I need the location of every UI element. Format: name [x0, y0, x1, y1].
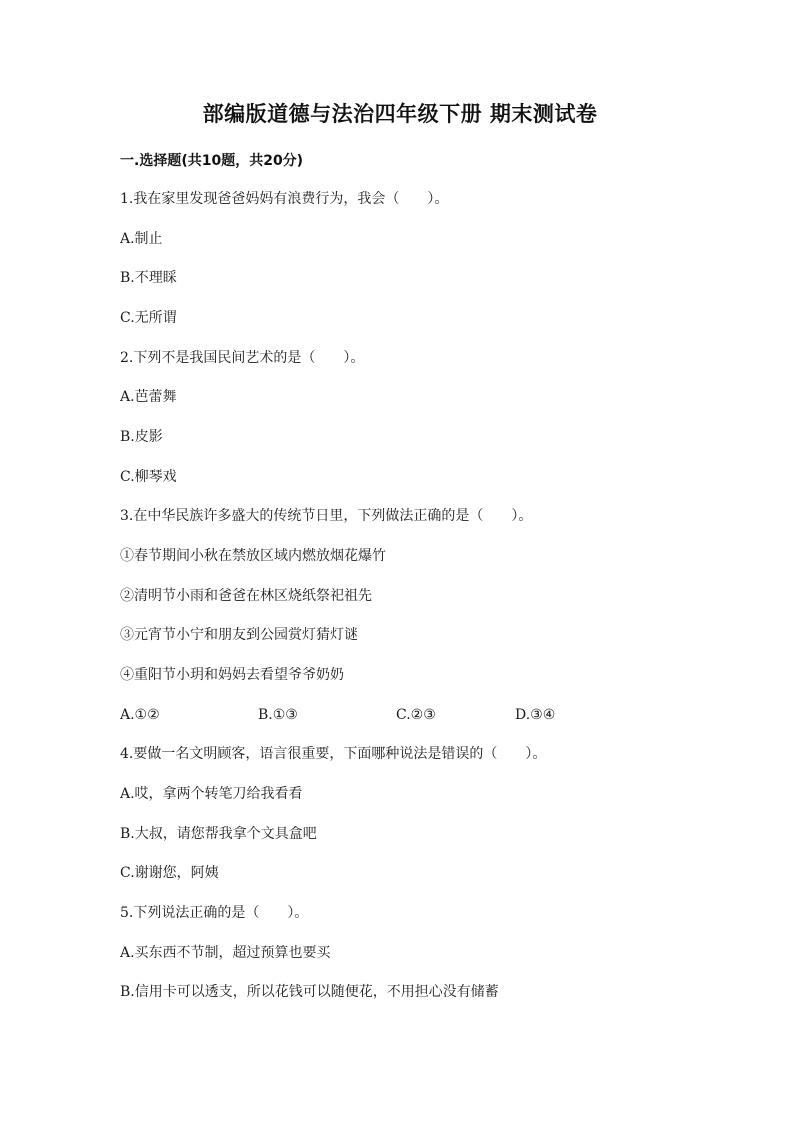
question-2-stem: 2.下列不是我国民间艺术的是（ ）。 [120, 350, 365, 366]
question-3-option-a: A.①② [120, 707, 160, 723]
question-5-stem: 5.下列说法正确的是（ ）。 [120, 905, 309, 921]
question-1-option-a: A.制止 [120, 231, 163, 247]
question-1-option-b: B.不理睬 [120, 270, 177, 286]
section-heading: 一.选择题(共10题，共20分) [120, 153, 304, 169]
question-3-statement-4: ④重阳节小玥和妈妈去看望爷爷奶奶 [120, 667, 344, 683]
question-3-option-c: C.②③ [396, 707, 436, 723]
question-3-statement-3: ③元宵节小宁和朋友到公园赏灯猜灯谜 [120, 627, 358, 643]
question-1-stem: 1.我在家里发现爸爸妈妈有浪费行为，我会（ ）。 [120, 191, 449, 207]
question-3-statement-1: ①春节期间小秋在禁放区域内燃放烟花爆竹 [120, 548, 386, 564]
question-1-option-c: C.无所谓 [120, 310, 177, 326]
question-3-option-d: D.③④ [515, 707, 556, 723]
page-title: 部编版道德与法治四年级下册 期末测试卷 [202, 102, 598, 126]
question-3-option-b: B.①③ [258, 707, 298, 723]
question-4-option-a: A.哎，拿两个转笔刀给我看看 [120, 786, 303, 802]
question-4-stem: 4.要做一名文明顾客，语言很重要，下面哪种说法是错误的（ ）。 [120, 746, 547, 762]
question-5-option-a: A.买东西不节制，超过预算也要买 [120, 945, 331, 961]
question-3-stem: 3.在中华民族许多盛大的传统节日里，下列做法正确的是（ ）。 [120, 508, 533, 524]
question-5-option-b: B.信用卡可以透支，所以花钱可以随便花，不用担心没有储蓄 [120, 984, 499, 1000]
question-2-option-a: A.芭蕾舞 [120, 389, 177, 405]
question-2-option-b: B.皮影 [120, 429, 163, 445]
question-4-option-b: B.大叔，请您帮我拿个文具盒吧 [120, 826, 317, 842]
question-3-statement-2: ②清明节小雨和爸爸在林区烧纸祭祀祖先 [120, 588, 372, 604]
question-2-option-c: C.柳琴戏 [120, 469, 177, 485]
question-4-option-c: C.谢谢您，阿姨 [120, 865, 219, 881]
